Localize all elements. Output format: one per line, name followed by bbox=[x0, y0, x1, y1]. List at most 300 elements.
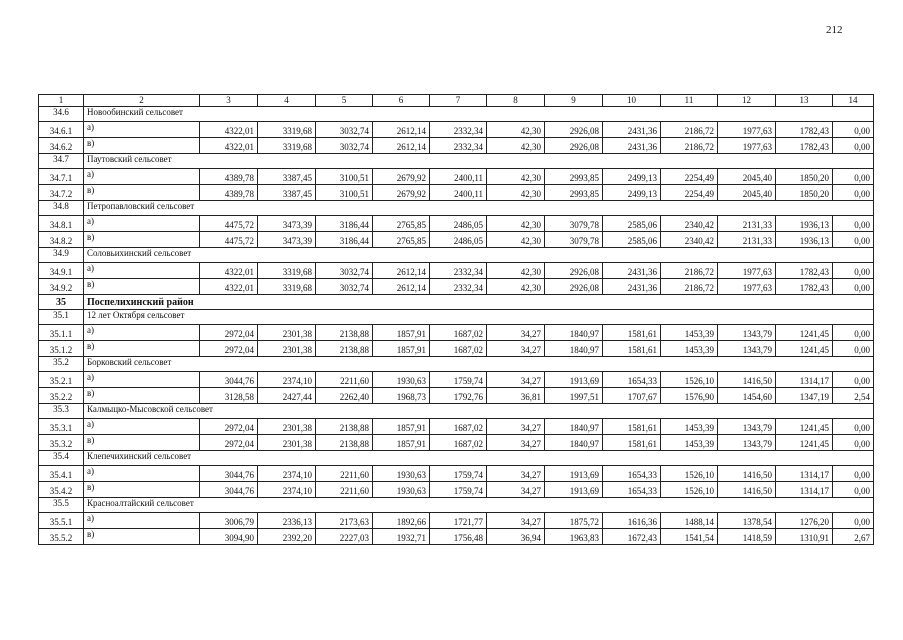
value-cell: 4322,01 bbox=[200, 279, 258, 295]
value-cell: 1857,91 bbox=[373, 419, 430, 435]
value-cell: 2431,36 bbox=[603, 263, 661, 279]
value-cell: 2301,38 bbox=[258, 419, 316, 435]
value-cell: 0,00 bbox=[833, 232, 874, 248]
value-cell: 2400,11 bbox=[430, 169, 487, 185]
value-cell: 1314,17 bbox=[776, 466, 833, 482]
value-cell: 0,00 bbox=[833, 466, 874, 482]
column-number-header: 13 bbox=[776, 95, 833, 107]
value-cell: 1314,17 bbox=[776, 372, 833, 388]
row-code: 34.6.2 bbox=[39, 138, 84, 154]
value-cell: 1857,91 bbox=[373, 435, 430, 451]
value-cell: 1526,10 bbox=[661, 482, 718, 498]
value-cell: 1707,67 bbox=[603, 388, 661, 404]
row-label: а) bbox=[84, 466, 200, 482]
value-cell: 2374,10 bbox=[258, 466, 316, 482]
section-row bbox=[39, 451, 874, 466]
value-cell: 1453,39 bbox=[661, 325, 718, 341]
section-row bbox=[39, 201, 874, 216]
value-cell: 2340,42 bbox=[661, 216, 718, 232]
value-cell: 2186,72 bbox=[661, 263, 718, 279]
value-cell: 1454,60 bbox=[718, 388, 776, 404]
value-cell: 1913,69 bbox=[545, 466, 603, 482]
table-row bbox=[39, 529, 874, 545]
value-cell: 1418,59 bbox=[718, 529, 776, 545]
value-cell: 1687,02 bbox=[430, 435, 487, 451]
value-cell: 1936,13 bbox=[776, 216, 833, 232]
value-cell: 1453,39 bbox=[661, 419, 718, 435]
value-cell: 2186,72 bbox=[661, 122, 718, 138]
row-code: 34.9.2 bbox=[39, 279, 84, 295]
value-cell: 2926,08 bbox=[545, 263, 603, 279]
value-cell: 2612,14 bbox=[373, 138, 430, 154]
value-cell: 42,30 bbox=[487, 279, 545, 295]
value-cell: 1416,50 bbox=[718, 372, 776, 388]
value-cell: 2254,49 bbox=[661, 169, 718, 185]
value-cell: 1654,33 bbox=[603, 466, 661, 482]
value-cell: 2926,08 bbox=[545, 138, 603, 154]
value-cell: 1759,74 bbox=[430, 466, 487, 482]
value-cell: 1378,54 bbox=[718, 513, 776, 529]
value-cell: 2332,34 bbox=[430, 138, 487, 154]
table-row bbox=[39, 513, 874, 529]
row-label: в) bbox=[84, 232, 200, 248]
section-row bbox=[39, 154, 874, 169]
section-name: Новообинский сельсовет bbox=[84, 107, 874, 122]
value-cell: 3473,39 bbox=[258, 216, 316, 232]
value-cell: 2,67 bbox=[833, 529, 874, 545]
value-cell: 3319,68 bbox=[258, 122, 316, 138]
value-cell: 1310,91 bbox=[776, 529, 833, 545]
row-code: 34.7.2 bbox=[39, 185, 84, 201]
value-cell: 3319,68 bbox=[258, 138, 316, 154]
value-cell: 1241,45 bbox=[776, 419, 833, 435]
value-cell: 2332,34 bbox=[430, 279, 487, 295]
value-cell: 2400,11 bbox=[430, 185, 487, 201]
value-cell: 3032,74 bbox=[316, 138, 373, 154]
value-cell: 1792,76 bbox=[430, 388, 487, 404]
value-cell: 2926,08 bbox=[545, 279, 603, 295]
value-cell: 2972,04 bbox=[200, 435, 258, 451]
row-code: 35.4.1 bbox=[39, 466, 84, 482]
section-code: 35.5 bbox=[39, 498, 84, 513]
value-cell: 34,27 bbox=[487, 482, 545, 498]
value-cell: 3044,76 bbox=[200, 482, 258, 498]
row-code: 35.1.2 bbox=[39, 341, 84, 357]
row-code: 34.7.1 bbox=[39, 169, 84, 185]
row-code: 35.2.2 bbox=[39, 388, 84, 404]
section-row bbox=[39, 404, 874, 419]
header-row bbox=[39, 95, 874, 107]
value-cell: 2499,13 bbox=[603, 185, 661, 201]
value-cell: 2972,04 bbox=[200, 325, 258, 341]
value-cell: 36,81 bbox=[487, 388, 545, 404]
column-number-header: 3 bbox=[200, 95, 258, 107]
value-cell: 2972,04 bbox=[200, 341, 258, 357]
value-cell: 34,27 bbox=[487, 466, 545, 482]
value-cell: 3032,74 bbox=[316, 263, 373, 279]
row-code: 35.3.1 bbox=[39, 419, 84, 435]
row-code: 34.6.1 bbox=[39, 122, 84, 138]
district-row bbox=[39, 295, 874, 310]
value-cell: 2131,33 bbox=[718, 232, 776, 248]
tariff-table bbox=[38, 94, 874, 545]
table-body bbox=[39, 95, 874, 545]
value-cell: 1913,69 bbox=[545, 482, 603, 498]
section-row bbox=[39, 357, 874, 372]
value-cell: 1782,43 bbox=[776, 138, 833, 154]
table-row bbox=[39, 185, 874, 201]
value-cell: 2138,88 bbox=[316, 435, 373, 451]
section-code: 35.2 bbox=[39, 357, 84, 372]
table-row bbox=[39, 263, 874, 279]
value-cell: 2499,13 bbox=[603, 169, 661, 185]
value-cell: 1936,13 bbox=[776, 232, 833, 248]
value-cell: 4475,72 bbox=[200, 216, 258, 232]
value-cell: 0,00 bbox=[833, 185, 874, 201]
value-cell: 3319,68 bbox=[258, 263, 316, 279]
district-code: 35 bbox=[39, 295, 84, 310]
value-cell: 1721,77 bbox=[430, 513, 487, 529]
value-cell: 1526,10 bbox=[661, 466, 718, 482]
value-cell: 1840,97 bbox=[545, 435, 603, 451]
value-cell: 3100,51 bbox=[316, 169, 373, 185]
value-cell: 1977,63 bbox=[718, 279, 776, 295]
row-label: в) bbox=[84, 279, 200, 295]
row-label: в) bbox=[84, 185, 200, 201]
value-cell: 3319,68 bbox=[258, 279, 316, 295]
table-row bbox=[39, 388, 874, 404]
value-cell: 1932,71 bbox=[373, 529, 430, 545]
value-cell: 3032,74 bbox=[316, 122, 373, 138]
value-cell: 0,00 bbox=[833, 419, 874, 435]
row-code: 35.2.1 bbox=[39, 372, 84, 388]
value-cell: 2211,60 bbox=[316, 482, 373, 498]
value-cell: 1276,20 bbox=[776, 513, 833, 529]
section-row bbox=[39, 310, 874, 325]
column-number-header: 12 bbox=[718, 95, 776, 107]
section-code: 35.4 bbox=[39, 451, 84, 466]
page-number: 212 bbox=[826, 24, 843, 36]
value-cell: 1343,79 bbox=[718, 419, 776, 435]
value-cell: 1581,61 bbox=[603, 341, 661, 357]
value-cell: 42,30 bbox=[487, 185, 545, 201]
value-cell: 34,27 bbox=[487, 513, 545, 529]
row-label: в) bbox=[84, 388, 200, 404]
value-cell: 1314,17 bbox=[776, 482, 833, 498]
value-cell: 2431,36 bbox=[603, 122, 661, 138]
value-cell: 1672,43 bbox=[603, 529, 661, 545]
row-code: 35.5.2 bbox=[39, 529, 84, 545]
value-cell: 2211,60 bbox=[316, 372, 373, 388]
value-cell: 2612,14 bbox=[373, 263, 430, 279]
value-cell: 3094,90 bbox=[200, 529, 258, 545]
value-cell: 42,30 bbox=[487, 232, 545, 248]
value-cell: 1416,50 bbox=[718, 482, 776, 498]
table-row bbox=[39, 216, 874, 232]
value-cell: 2431,36 bbox=[603, 279, 661, 295]
value-cell: 3006,79 bbox=[200, 513, 258, 529]
value-cell: 0,00 bbox=[833, 325, 874, 341]
value-cell: 0,00 bbox=[833, 138, 874, 154]
value-cell: 2926,08 bbox=[545, 122, 603, 138]
value-cell: 1416,50 bbox=[718, 466, 776, 482]
value-cell: 3387,45 bbox=[258, 185, 316, 201]
value-cell: 0,00 bbox=[833, 263, 874, 279]
value-cell: 2612,14 bbox=[373, 122, 430, 138]
row-label: а) bbox=[84, 169, 200, 185]
value-cell: 1930,63 bbox=[373, 482, 430, 498]
value-cell: 1343,79 bbox=[718, 325, 776, 341]
value-cell: 0,00 bbox=[833, 216, 874, 232]
table-row bbox=[39, 169, 874, 185]
section-code: 34.7 bbox=[39, 154, 84, 169]
column-number-header: 6 bbox=[373, 95, 430, 107]
value-cell: 1782,43 bbox=[776, 263, 833, 279]
value-cell: 2427,44 bbox=[258, 388, 316, 404]
value-cell: 3473,39 bbox=[258, 232, 316, 248]
value-cell: 1576,90 bbox=[661, 388, 718, 404]
value-cell: 2138,88 bbox=[316, 419, 373, 435]
value-cell: 1581,61 bbox=[603, 325, 661, 341]
row-label: в) bbox=[84, 529, 200, 545]
value-cell: 1526,10 bbox=[661, 372, 718, 388]
value-cell: 4475,72 bbox=[200, 232, 258, 248]
row-label: а) bbox=[84, 325, 200, 341]
value-cell: 1654,33 bbox=[603, 372, 661, 388]
table-row bbox=[39, 138, 874, 154]
value-cell: 1581,61 bbox=[603, 435, 661, 451]
value-cell: 2765,85 bbox=[373, 216, 430, 232]
value-cell: 34,27 bbox=[487, 372, 545, 388]
value-cell: 3044,76 bbox=[200, 372, 258, 388]
value-cell: 42,30 bbox=[487, 216, 545, 232]
value-cell: 1930,63 bbox=[373, 372, 430, 388]
value-cell: 34,27 bbox=[487, 325, 545, 341]
value-cell: 1840,97 bbox=[545, 325, 603, 341]
section-name: 12 лет Октября сельсовет bbox=[84, 310, 874, 325]
value-cell: 2993,85 bbox=[545, 169, 603, 185]
value-cell: 1913,69 bbox=[545, 372, 603, 388]
row-label: в) bbox=[84, 138, 200, 154]
value-cell: 42,30 bbox=[487, 122, 545, 138]
value-cell: 0,00 bbox=[833, 279, 874, 295]
section-name: Соловьихинский сельсовет bbox=[84, 248, 874, 263]
value-cell: 0,00 bbox=[833, 513, 874, 529]
value-cell: 1782,43 bbox=[776, 122, 833, 138]
value-cell: 3186,44 bbox=[316, 232, 373, 248]
value-cell: 1963,83 bbox=[545, 529, 603, 545]
column-number-header: 8 bbox=[487, 95, 545, 107]
value-cell: 1759,74 bbox=[430, 482, 487, 498]
value-cell: 2045,40 bbox=[718, 185, 776, 201]
value-cell: 2262,40 bbox=[316, 388, 373, 404]
value-cell: 2254,49 bbox=[661, 185, 718, 201]
section-code: 34.8 bbox=[39, 201, 84, 216]
value-cell: 2131,33 bbox=[718, 216, 776, 232]
value-cell: 42,30 bbox=[487, 138, 545, 154]
value-cell: 1343,79 bbox=[718, 435, 776, 451]
section-code: 34.6 bbox=[39, 107, 84, 122]
section-name: Красноалтайский сельсовет bbox=[84, 498, 874, 513]
value-cell: 1488,14 bbox=[661, 513, 718, 529]
value-cell: 1616,36 bbox=[603, 513, 661, 529]
section-code: 34.9 bbox=[39, 248, 84, 263]
row-code: 35.5.1 bbox=[39, 513, 84, 529]
value-cell: 1687,02 bbox=[430, 341, 487, 357]
row-label: в) bbox=[84, 482, 200, 498]
value-cell: 1850,20 bbox=[776, 169, 833, 185]
section-name: Калмыцко-Мысовской сельсовет bbox=[84, 404, 874, 419]
value-cell: 1343,79 bbox=[718, 341, 776, 357]
column-number-header: 7 bbox=[430, 95, 487, 107]
value-cell: 1541,54 bbox=[661, 529, 718, 545]
value-cell: 2486,05 bbox=[430, 216, 487, 232]
row-label: в) bbox=[84, 435, 200, 451]
value-cell: 1241,45 bbox=[776, 435, 833, 451]
value-cell: 2585,06 bbox=[603, 232, 661, 248]
value-cell: 2138,88 bbox=[316, 341, 373, 357]
value-cell: 2301,38 bbox=[258, 435, 316, 451]
value-cell: 1857,91 bbox=[373, 341, 430, 357]
value-cell: 34,27 bbox=[487, 419, 545, 435]
district-name: Поспелихинский район bbox=[84, 295, 874, 310]
value-cell: 0,00 bbox=[833, 372, 874, 388]
value-cell: 34,27 bbox=[487, 435, 545, 451]
row-label: а) bbox=[84, 263, 200, 279]
value-cell: 1968,73 bbox=[373, 388, 430, 404]
value-cell: 2993,85 bbox=[545, 185, 603, 201]
table-row bbox=[39, 466, 874, 482]
table-row bbox=[39, 279, 874, 295]
column-number-header: 5 bbox=[316, 95, 373, 107]
value-cell: 4322,01 bbox=[200, 122, 258, 138]
column-number-header: 4 bbox=[258, 95, 316, 107]
value-cell: 1759,74 bbox=[430, 372, 487, 388]
value-cell: 1687,02 bbox=[430, 419, 487, 435]
value-cell: 1241,45 bbox=[776, 325, 833, 341]
value-cell: 1930,63 bbox=[373, 466, 430, 482]
value-cell: 1756,48 bbox=[430, 529, 487, 545]
value-cell: 2486,05 bbox=[430, 232, 487, 248]
value-cell: 2173,63 bbox=[316, 513, 373, 529]
value-cell: 2392,20 bbox=[258, 529, 316, 545]
table-row bbox=[39, 122, 874, 138]
value-cell: 4322,01 bbox=[200, 263, 258, 279]
value-cell: 2374,10 bbox=[258, 372, 316, 388]
value-cell: 2332,34 bbox=[430, 263, 487, 279]
value-cell: 1453,39 bbox=[661, 435, 718, 451]
value-cell: 1782,43 bbox=[776, 279, 833, 295]
row-label: а) bbox=[84, 216, 200, 232]
value-cell: 2585,06 bbox=[603, 216, 661, 232]
value-cell: 1687,02 bbox=[430, 325, 487, 341]
table-row bbox=[39, 341, 874, 357]
value-cell: 1241,45 bbox=[776, 341, 833, 357]
value-cell: 2972,04 bbox=[200, 419, 258, 435]
value-cell: 2,54 bbox=[833, 388, 874, 404]
value-cell: 2679,92 bbox=[373, 185, 430, 201]
column-number-header: 9 bbox=[545, 95, 603, 107]
row-code: 35.4.2 bbox=[39, 482, 84, 498]
row-code: 35.1.1 bbox=[39, 325, 84, 341]
value-cell: 2227,03 bbox=[316, 529, 373, 545]
value-cell: 1977,63 bbox=[718, 138, 776, 154]
value-cell: 1347,19 bbox=[776, 388, 833, 404]
value-cell: 0,00 bbox=[833, 169, 874, 185]
row-label: а) bbox=[84, 419, 200, 435]
section-code: 35.1 bbox=[39, 310, 84, 325]
value-cell: 0,00 bbox=[833, 482, 874, 498]
value-cell: 3079,78 bbox=[545, 216, 603, 232]
row-label: а) bbox=[84, 513, 200, 529]
table-row bbox=[39, 419, 874, 435]
value-cell: 3128,58 bbox=[200, 388, 258, 404]
value-cell: 42,30 bbox=[487, 169, 545, 185]
row-label: в) bbox=[84, 341, 200, 357]
row-code: 34.8.1 bbox=[39, 216, 84, 232]
row-code: 34.8.2 bbox=[39, 232, 84, 248]
value-cell: 2374,10 bbox=[258, 482, 316, 498]
value-cell: 0,00 bbox=[833, 341, 874, 357]
value-cell: 3186,44 bbox=[316, 216, 373, 232]
table-row bbox=[39, 372, 874, 388]
column-number-header: 11 bbox=[661, 95, 718, 107]
value-cell: 1857,91 bbox=[373, 325, 430, 341]
value-cell: 1875,72 bbox=[545, 513, 603, 529]
row-code: 34.9.1 bbox=[39, 263, 84, 279]
value-cell: 1840,97 bbox=[545, 419, 603, 435]
value-cell: 1977,63 bbox=[718, 122, 776, 138]
value-cell: 2301,38 bbox=[258, 325, 316, 341]
value-cell: 2211,60 bbox=[316, 466, 373, 482]
value-cell: 2612,14 bbox=[373, 279, 430, 295]
section-name: Клепечихинский сельсовет bbox=[84, 451, 874, 466]
column-number-header: 2 bbox=[84, 95, 200, 107]
value-cell: 3032,74 bbox=[316, 279, 373, 295]
value-cell: 2336,13 bbox=[258, 513, 316, 529]
value-cell: 1453,39 bbox=[661, 341, 718, 357]
value-cell: 1581,61 bbox=[603, 419, 661, 435]
value-cell: 1997,51 bbox=[545, 388, 603, 404]
value-cell: 2679,92 bbox=[373, 169, 430, 185]
section-name: Борковский сельсовет bbox=[84, 357, 874, 372]
value-cell: 4322,01 bbox=[200, 138, 258, 154]
value-cell: 2138,88 bbox=[316, 325, 373, 341]
value-cell: 2340,42 bbox=[661, 232, 718, 248]
column-number-header: 10 bbox=[603, 95, 661, 107]
table-row bbox=[39, 482, 874, 498]
section-row bbox=[39, 107, 874, 122]
value-cell: 3387,45 bbox=[258, 169, 316, 185]
section-code: 35.3 bbox=[39, 404, 84, 419]
value-cell: 2332,34 bbox=[430, 122, 487, 138]
value-cell: 0,00 bbox=[833, 122, 874, 138]
row-code: 35.3.2 bbox=[39, 435, 84, 451]
value-cell: 42,30 bbox=[487, 263, 545, 279]
value-cell: 1850,20 bbox=[776, 185, 833, 201]
section-name: Петропавловский сельсовет bbox=[84, 201, 874, 216]
column-number-header: 1 bbox=[39, 95, 84, 107]
table-row bbox=[39, 325, 874, 341]
row-label: а) bbox=[84, 122, 200, 138]
value-cell: 1840,97 bbox=[545, 341, 603, 357]
value-cell: 3044,76 bbox=[200, 466, 258, 482]
row-label: а) bbox=[84, 372, 200, 388]
value-cell: 3100,51 bbox=[316, 185, 373, 201]
table-row bbox=[39, 232, 874, 248]
value-cell: 3079,78 bbox=[545, 232, 603, 248]
value-cell: 2186,72 bbox=[661, 138, 718, 154]
